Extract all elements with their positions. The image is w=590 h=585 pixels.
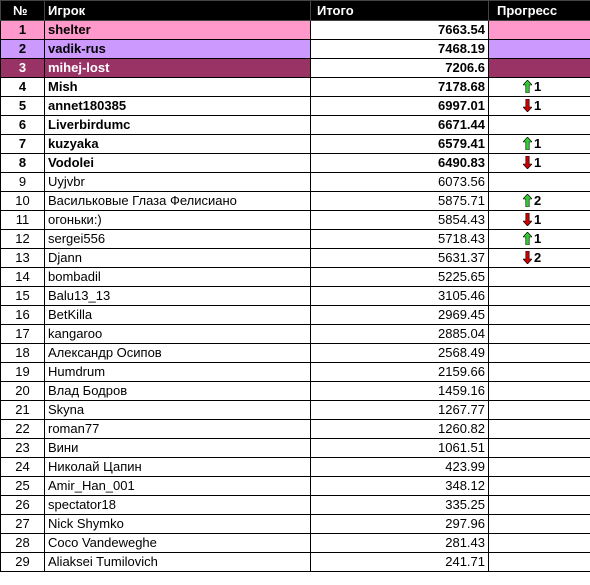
table-row bbox=[1, 306, 590, 325]
table-row bbox=[1, 363, 590, 382]
total-cell: 281.43 bbox=[311, 534, 489, 553]
player-cell: mihej-lost bbox=[45, 59, 311, 78]
total-cell: 7178.68 bbox=[311, 78, 489, 97]
progress-value: 2 bbox=[534, 193, 542, 208]
player-cell: Александр Осипов bbox=[45, 344, 311, 363]
rank-cell: 15 bbox=[1, 287, 45, 306]
progress-cell bbox=[489, 496, 590, 515]
progress-cell bbox=[489, 458, 590, 477]
rank-cell: 8 bbox=[1, 154, 45, 173]
progress-cell bbox=[489, 78, 590, 97]
progress-cell bbox=[489, 420, 590, 439]
player-cell: roman77 bbox=[45, 420, 311, 439]
progress-cell bbox=[489, 382, 590, 401]
total-cell: 2885.04 bbox=[311, 325, 489, 344]
progress-value: 1 bbox=[534, 212, 542, 227]
player-cell: Aliaksei Tumilovich bbox=[45, 553, 311, 572]
table-row bbox=[1, 59, 590, 78]
total-cell: 6579.41 bbox=[311, 135, 489, 154]
table-row bbox=[1, 97, 590, 116]
progress-cell bbox=[489, 154, 590, 173]
progress-cell bbox=[489, 211, 590, 230]
player-cell: Васильковые Глаза Фелисиано bbox=[45, 192, 311, 211]
table-row bbox=[1, 211, 590, 230]
player-cell: Balu13_13 bbox=[45, 287, 311, 306]
total-cell: 7206.6 bbox=[311, 59, 489, 78]
leaderboard-body bbox=[1, 21, 590, 572]
player-cell: Влад Бодров bbox=[45, 382, 311, 401]
table-row bbox=[1, 534, 590, 553]
table-row bbox=[1, 420, 590, 439]
total-cell: 6073.56 bbox=[311, 173, 489, 192]
rank-cell: 7 bbox=[1, 135, 45, 154]
progress-cell bbox=[489, 135, 590, 154]
progress-cell bbox=[489, 268, 590, 287]
progress-cell bbox=[489, 553, 590, 572]
arrow-down-icon bbox=[523, 156, 532, 169]
rank-cell: 25 bbox=[1, 477, 45, 496]
rank-cell: 11 bbox=[1, 211, 45, 230]
total-cell: 5631.37 bbox=[311, 249, 489, 268]
progress-cell bbox=[489, 325, 590, 344]
header-rank: № bbox=[1, 1, 45, 21]
rank-cell: 10 bbox=[1, 192, 45, 211]
player-cell: Skyna bbox=[45, 401, 311, 420]
progress-cell bbox=[489, 477, 590, 496]
total-cell: 3105.46 bbox=[311, 287, 489, 306]
player-cell: Vodolei bbox=[45, 154, 311, 173]
total-cell: 7663.54 bbox=[311, 21, 489, 40]
total-cell: 297.96 bbox=[311, 515, 489, 534]
table-row bbox=[1, 401, 590, 420]
player-cell: Uyjvbr bbox=[45, 173, 311, 192]
total-cell: 2969.45 bbox=[311, 306, 489, 325]
rank-cell: 23 bbox=[1, 439, 45, 458]
progress-cell bbox=[489, 439, 590, 458]
table-row bbox=[1, 192, 590, 211]
player-cell: Humdrum bbox=[45, 363, 311, 382]
progress-value: 2 bbox=[534, 250, 542, 265]
player-cell: vadik-rus bbox=[45, 40, 311, 59]
rank-cell: 28 bbox=[1, 534, 45, 553]
progress-cell bbox=[489, 40, 590, 59]
player-cell: Вини bbox=[45, 439, 311, 458]
rank-cell: 27 bbox=[1, 515, 45, 534]
header-total: Итого bbox=[311, 1, 489, 21]
table-row bbox=[1, 249, 590, 268]
rank-cell: 18 bbox=[1, 344, 45, 363]
table-row bbox=[1, 135, 590, 154]
rank-cell: 29 bbox=[1, 553, 45, 572]
progress-value: 1 bbox=[534, 155, 542, 170]
header-progress: Прогресс bbox=[489, 1, 590, 21]
progress-cell bbox=[489, 192, 590, 211]
table-row bbox=[1, 496, 590, 515]
table-row bbox=[1, 515, 590, 534]
rank-cell: 13 bbox=[1, 249, 45, 268]
table-row bbox=[1, 382, 590, 401]
rank-cell: 24 bbox=[1, 458, 45, 477]
progress-cell bbox=[489, 344, 590, 363]
table-row bbox=[1, 344, 590, 363]
progress-cell bbox=[489, 306, 590, 325]
progress-value: 1 bbox=[534, 231, 542, 246]
rank-cell: 4 bbox=[1, 78, 45, 97]
rank-cell: 3 bbox=[1, 59, 45, 78]
rank-cell: 17 bbox=[1, 325, 45, 344]
player-cell: Djann bbox=[45, 249, 311, 268]
arrow-down-icon bbox=[523, 213, 532, 226]
rank-cell: 9 bbox=[1, 173, 45, 192]
player-cell: kangaroo bbox=[45, 325, 311, 344]
player-cell: BetKilla bbox=[45, 306, 311, 325]
progress-value: 1 bbox=[534, 136, 542, 151]
table-row bbox=[1, 268, 590, 287]
table-row bbox=[1, 78, 590, 97]
progress-cell bbox=[489, 363, 590, 382]
table-row bbox=[1, 458, 590, 477]
total-cell: 5225.65 bbox=[311, 268, 489, 287]
player-cell: annet180385 bbox=[45, 97, 311, 116]
arrow-up-icon bbox=[523, 194, 532, 207]
table-row bbox=[1, 40, 590, 59]
rank-cell: 14 bbox=[1, 268, 45, 287]
progress-cell bbox=[489, 116, 590, 135]
player-cell: Nick Shymko bbox=[45, 515, 311, 534]
player-cell: огоньки:) bbox=[45, 211, 311, 230]
player-cell: Coco Vandeweghe bbox=[45, 534, 311, 553]
rank-cell: 2 bbox=[1, 40, 45, 59]
total-cell: 1267.77 bbox=[311, 401, 489, 420]
total-cell: 6490.83 bbox=[311, 154, 489, 173]
arrow-up-icon bbox=[523, 80, 532, 93]
total-cell: 423.99 bbox=[311, 458, 489, 477]
player-cell: Николай Цапин bbox=[45, 458, 311, 477]
arrow-down-icon bbox=[523, 251, 532, 264]
rank-cell: 26 bbox=[1, 496, 45, 515]
progress-cell bbox=[489, 21, 590, 40]
total-cell: 6671.44 bbox=[311, 116, 489, 135]
total-cell: 5854.43 bbox=[311, 211, 489, 230]
table-row bbox=[1, 477, 590, 496]
table-row bbox=[1, 154, 590, 173]
player-cell: spectator18 bbox=[45, 496, 311, 515]
total-cell: 6997.01 bbox=[311, 97, 489, 116]
total-cell: 241.71 bbox=[311, 553, 489, 572]
total-cell: 1061.51 bbox=[311, 439, 489, 458]
player-cell: Mish bbox=[45, 78, 311, 97]
total-cell: 1459.16 bbox=[311, 382, 489, 401]
table-row bbox=[1, 116, 590, 135]
rank-cell: 19 bbox=[1, 363, 45, 382]
progress-cell bbox=[489, 534, 590, 553]
header-player: Игрок bbox=[45, 1, 311, 21]
rank-cell: 1 bbox=[1, 21, 45, 40]
arrow-up-icon bbox=[523, 137, 532, 150]
table-row bbox=[1, 553, 590, 572]
total-cell: 7468.19 bbox=[311, 40, 489, 59]
player-cell: kuzyaka bbox=[45, 135, 311, 154]
progress-cell bbox=[489, 59, 590, 78]
progress-cell bbox=[489, 173, 590, 192]
total-cell: 2568.49 bbox=[311, 344, 489, 363]
progress-value: 1 bbox=[534, 79, 542, 94]
table-row bbox=[1, 439, 590, 458]
total-cell: 1260.82 bbox=[311, 420, 489, 439]
progress-cell bbox=[489, 97, 590, 116]
rank-cell: 12 bbox=[1, 230, 45, 249]
total-cell: 348.12 bbox=[311, 477, 489, 496]
progress-cell bbox=[489, 401, 590, 420]
player-cell: Amir_Han_001 bbox=[45, 477, 311, 496]
arrow-up-icon bbox=[523, 232, 532, 245]
table-row bbox=[1, 21, 590, 40]
rank-cell: 5 bbox=[1, 97, 45, 116]
player-cell: bombadil bbox=[45, 268, 311, 287]
total-cell: 2159.66 bbox=[311, 363, 489, 382]
rank-cell: 16 bbox=[1, 306, 45, 325]
progress-cell bbox=[489, 230, 590, 249]
arrow-down-icon bbox=[523, 99, 532, 112]
rank-cell: 6 bbox=[1, 116, 45, 135]
header-row bbox=[1, 1, 590, 21]
total-cell: 335.25 bbox=[311, 496, 489, 515]
player-cell: Liverbirdumc bbox=[45, 116, 311, 135]
total-cell: 5875.71 bbox=[311, 192, 489, 211]
rank-cell: 21 bbox=[1, 401, 45, 420]
table-row bbox=[1, 325, 590, 344]
progress-cell bbox=[489, 287, 590, 306]
progress-cell bbox=[489, 515, 590, 534]
player-cell: shelter bbox=[45, 21, 311, 40]
table-row bbox=[1, 173, 590, 192]
rank-cell: 22 bbox=[1, 420, 45, 439]
rank-cell: 20 bbox=[1, 382, 45, 401]
progress-cell bbox=[489, 249, 590, 268]
table-row bbox=[1, 287, 590, 306]
player-cell: sergei556 bbox=[45, 230, 311, 249]
total-cell: 5718.43 bbox=[311, 230, 489, 249]
table-row bbox=[1, 230, 590, 249]
progress-value: 1 bbox=[534, 98, 542, 113]
